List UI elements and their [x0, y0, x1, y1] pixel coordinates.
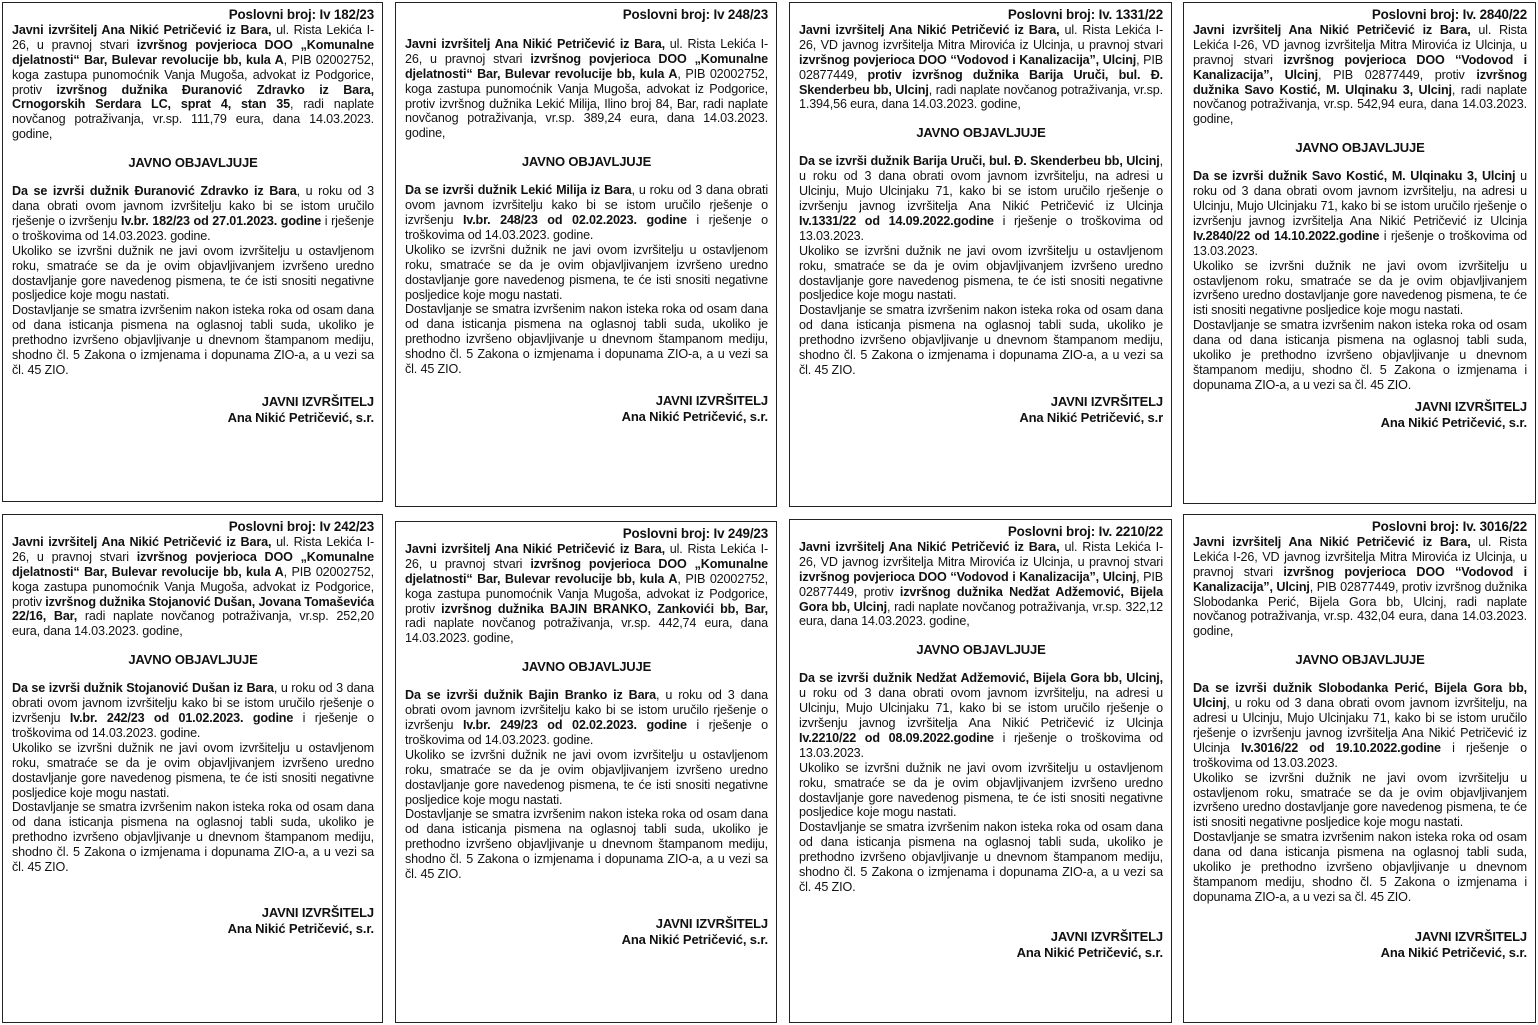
text-run: ul. Rista Lekića I-26, u pravnoj stvari	[405, 541, 768, 571]
emphasized-text: izvršnog povjerioca DOO „Komunalne djelatnosti“ Bar, Bulevar revolucije bb, kula A	[405, 556, 768, 586]
text-run: i rješenje o troškovima od 14.03.2023. godine.	[405, 212, 769, 242]
consequence-paragraph: Ukoliko se izvršni dužnik ne javi ovom izvršitelju u ostavljenom roku, smatraće se da je ovim objavljivanjem izvršeno uredno dostavljanje gore navedenog pismena, te će isti snositi negativne posljedice koje mogu nastati.	[799, 243, 1163, 303]
emphasized-text: izvršnog povjerioca DOO ‘‘Vodovod i Kanalizacija”, Ulcinj	[1193, 52, 1527, 82]
text-run: , radi naplate novčanog potraživanja, vr.sp. 111,79 eura, dana 14.03.2023. godine,	[12, 97, 374, 142]
intro-paragraph	[1193, 23, 1527, 127]
emphasized-text: Da se izvrši dužnik Lekić Milija iz Bara	[405, 183, 632, 198]
text-run: , PIB 02002752, koga zastupa punomoćnik Vanja Mugoša, advokat iz Podgorice, protiv	[12, 52, 374, 97]
intro-paragraph	[12, 23, 374, 142]
intro-paragraph	[12, 535, 374, 639]
emphasized-text: izvršnog povjerioca DOO „Komunalne djelatnosti“ Bar, Bulevar revolucije bb, kula A	[12, 549, 374, 579]
summons-paragraph	[12, 681, 374, 741]
signature-title: JAVNI IZVRŠITELJ	[261, 904, 374, 920]
case-number: Poslovni broj: Iv. 2210/22	[1007, 524, 1163, 539]
notice-iv-248-23	[395, 2, 777, 507]
text-run: ul. Rista Lekića I-26, VD javnog izvršitelja Mitra Mirovića iz Ulcinja, u pravnoj stvari	[799, 22, 1163, 52]
emphasized-text: izvršnog povjerioca DOO ‘‘Vodovod i Kanalizacija”, Ulcinj	[1193, 564, 1527, 594]
consequence-paragraph: Ukoliko se izvršni dužnik ne javi ovom izvršitelju u ostavljenom roku, smatraće se da je ovim objavljivanjem izvršeno uredno dostavljanje gore navedenog pismena, te će isti snositi negativne posljedice koje mogu nastati.	[405, 747, 768, 807]
text-run: , radi naplate novčanog potraživanja, vr.sp. 1.394,56 eura, dana 14.03.2023. godine,	[799, 82, 1163, 112]
consequence-paragraph: Ukoliko se izvršni dužnik ne javi ovom izvršitelju u ostavljenom roku, smatraće se da je ovim objavljivanjem izvršeno uredno dostavljanje gore navedenog pismena, te će isti snositi negativne posljedice koje mogu nastati.	[1193, 770, 1527, 830]
text-run: i rješenje o troškovima od 13.03.2023.	[799, 213, 1163, 243]
emphasized-text: Javni izvršitelj Ana Nikić Petričević iz Bara,	[405, 541, 665, 556]
intro-paragraph	[405, 542, 768, 646]
signature-name: Ana Nikić Petričević, s.r.	[1380, 414, 1527, 430]
emphasized-text: Javni izvršitelj Ana Nikić Petričević iz Bara,	[799, 539, 1060, 554]
text-run: i rješenje o troškovima od 13.03.2023.	[1193, 740, 1527, 770]
signature-name: Ana Nikić Petričević, s.r.	[1380, 944, 1527, 960]
case-number: Poslovni broj: Iv 182/23	[228, 7, 374, 22]
emphasized-text: izvršnog dužnika Savo Kostić, M. Ulqinaku 3, Ulcinj	[1193, 67, 1527, 97]
emphasized-text: Iv.br. 242/23 od 01.02.2023. godine	[69, 710, 294, 725]
text-run: , u roku od 3 dana obrati ovom javnom izvršitelju kako bi se istom uručilo rješenje o izvršenju	[12, 184, 375, 228]
emphasized-text: Iv.br. 248/23 od 02.02.2023. godine	[462, 212, 687, 227]
text-run: u roku od 3 dana obrati ovom javnom izvršitelju, na adresi u Ulcinju, Mujo Ulcinjaku 71, kako bi se istom uručilo rješenje o izvršenju javnog izvršitelja Ana Nikić Petričević iz Ulcinja	[1193, 169, 1527, 228]
notice-iv-1331-22	[789, 2, 1172, 507]
notice-iv-2840-22	[1183, 2, 1536, 504]
announcement-heading: JAVNO OBJAVLJUJE	[128, 155, 258, 171]
text-run: , radi naplate novčanog potraživanja, vr.sp. 542,94 eura, dana 14.03.2023. godine,	[1193, 82, 1528, 127]
text-run: , u roku od 3 dana obrati ovom javnom izvršitelju, na adresi u Ulcinju, Mujo Ulcinjaku 71, kako bi se istom uručilo rješenje o izvršenju javnog izvršitelja Ana Nikić Petričević iz Ulcinja	[799, 154, 1163, 213]
delivery-paragraph: Dostavljanje se smatra izvršenim nakon isteka roka od osam dana od dana isticanja pismena na oglasnoj tabli suda, ukoliko je prethodno izvršeno objavljivanje u dnevnom štampanom mediju, shodno čl. 5 Zakona o izmjenama i dopunama ZIO-a, a u vezi sa čl. 45 ZIO.	[12, 800, 374, 875]
signature-block	[12, 394, 374, 426]
text-run: , u roku od 3 dana obrati ovom javnom izvršitelju kako bi se istom uručilo rješenje o izvršenju	[405, 183, 768, 227]
consequence-paragraph: Ukoliko se izvršni dužnik ne javi ovom izvršitelju u ostavljenom roku, smatraće se da je ovim objavljivanjem izvršeno uredno dostavljanje gore navedenog pismena, te će isti snositi negativne posljedice koje mogu nastati.	[1193, 258, 1527, 318]
text-run: , PIB 02877449, protiv	[1317, 67, 1477, 82]
delivery-paragraph: Dostavljanje se smatra izvršenim nakon isteka roka od osam dana od dana isticanja pismena na oglasnoj tabli suda, ukoliko je prethodno izvršeno objavljivanje u dnevnom štampanom mediju, shodno čl. 5 Zakona o izmjenama i dopunama ZIO-a, a u vezi sa čl. 45 ZIO.	[12, 303, 374, 377]
text-run: , PIB 02877449,	[799, 52, 1163, 82]
consequence-paragraph: Ukoliko se izvršni dužnik ne javi ovom izvršitelju u ostavljenom roku, smatraće se da je ovim objavljivanjem izvršeno uredno dostavljanje gore navedenog pismena, te će isti snositi negativne posljedice koje mogu nastati.	[799, 760, 1163, 820]
text-run: i rješenje o troškovima od 13.03.2023.	[1193, 228, 1527, 258]
summons-paragraph	[405, 183, 768, 243]
notice-iv-249-23	[395, 521, 777, 1023]
signature-title: JAVNI IZVRŠITELJ	[1050, 928, 1163, 944]
emphasized-text: izvršnog povjerioca DOO „Komunalne djelatnosti“ Bar, Bulevar revolucije bb, kula A	[405, 51, 768, 81]
text-run: , PIB 02002752, koga zastupa punomoćnik Vanja Mugoša, advokat iz Podgorice, protiv	[405, 571, 768, 616]
emphasized-text: Iv.1331/22 od 14.09.2022.godine	[799, 213, 994, 228]
text-run: i rješenje o troškovima od 14.03.2023. godine.	[12, 213, 374, 243]
text-run: i rješenje o troškovima od 14.03.2023. godine.	[405, 717, 769, 747]
signature-title: JAVNI IZVRŠITELJ	[655, 392, 768, 408]
intro-paragraph	[799, 540, 1163, 629]
signature-name: Ana Nikić Petričević, s.r.	[1016, 944, 1163, 960]
emphasized-text: Javni izvršitelj Ana Nikić Petričević iz Bara,	[799, 22, 1060, 37]
delivery-paragraph: Dostavljanje se smatra izvršenim nakon isteka roka od osam dana od dana isticanja pismena na oglasnoj tabli suda, ukoliko je prethodno izvršeno objavljivanje u dnevnom štampanom mediju, shodno čl. 5 Zakona o izmjenama i dopunama ZIO-a, a u vezi sa čl. 45 ZIO.	[405, 807, 768, 882]
announcement-heading: JAVNO OBJAVLJUJE	[521, 659, 652, 675]
text-run: , PIB 02877449, protiv	[799, 569, 1163, 599]
emphasized-text: Javni izvršitelj Ana Nikić Petričević iz Bara,	[12, 22, 272, 37]
emphasized-text: protiv izvršnog dužnika Barija Uruči, bul. Đ. Skenderbeu bb, Ulcinj	[799, 67, 1164, 97]
case-number: Poslovni broj: Iv. 3016/22	[1371, 519, 1527, 534]
emphasized-text: Da se izvrši dužnik Stojanović Dušan iz Bara	[12, 681, 274, 696]
case-number: Poslovni broj: Iv 242/23	[228, 519, 374, 534]
signature-block	[799, 929, 1163, 961]
notice-iv-2210-22	[789, 519, 1172, 1023]
announcement-heading: JAVNO OBJAVLJUJE	[916, 125, 1046, 141]
text-run: , PIB 02002752, koga zastupa punomoćnik Vanja Mugoša, advokat iz Podgorice, protiv	[12, 564, 374, 609]
text-run: , u roku od 3 dana obrati ovom javnom izvršitelju kako bi se istom uručilo rješenje o izvršenju	[12, 681, 374, 725]
text-run: u roku od 3 dana obrati ovom javnom izvršitelju, na adresi u Ulcinju, Mujo Ulcinjaku 71, kako bi se istom uručilo rješenje o izvršenju javnog izvršitelja Ana Nikić Petričević iz Ulcinja	[799, 686, 1163, 730]
signature-name: Ana Nikić Petričević, s.r.	[227, 409, 374, 425]
signature-title: JAVNI IZVRŠITELJ	[1414, 928, 1527, 944]
case-number: Poslovni broj: Iv. 1331/22	[1007, 7, 1163, 22]
emphasized-text: Iv.3016/22 od 19.10.2022.godine	[1240, 740, 1441, 755]
signature-block	[799, 394, 1163, 426]
text-run: ul. Rista Lekića I-26, u pravnoj stvari	[12, 22, 375, 52]
summons-paragraph	[799, 154, 1163, 243]
announcement-heading: JAVNO OBJAVLJUJE	[916, 642, 1046, 658]
emphasized-text: izvršnog povjerioca DOO ‘‘Vodovod i Kanalizacija”, Ulcinj	[799, 569, 1137, 584]
emphasized-text: Da se izvrši dužnik Slobodanka Perić, Bijela Gora bb, Ulcinj	[1193, 681, 1527, 711]
intro-paragraph	[405, 37, 768, 141]
text-run: i rješenje o troškovima od 14.03.2023. godine.	[12, 710, 375, 740]
emphasized-text: Javni izvršitelj Ana Nikić Petričević iz Bara,	[12, 534, 272, 549]
emphasized-text: izvršnog dužnika Nedžat Adžemović, Bijela Gora bb, Ulcinj	[799, 584, 1163, 614]
text-run: ul. Rista Lekića I-26, VD javnog izvršitelja Mitra Mirovića iz Ulcinja, u pravnoj stvari	[1193, 534, 1527, 579]
summons-paragraph	[1193, 169, 1527, 258]
text-run: , u roku od 3 dana obrati ovom javnom izvršitelju, na adresi u Ulcinju, Mujo Ulcinjaku 71, kako bi se istom uručilo rješenje o izvršenju javnog izvršitelja Ana Nikić Petričević iz Ulcinja	[1193, 696, 1527, 755]
intro-paragraph	[1193, 535, 1527, 639]
announcement-heading: JAVNO OBJAVLJUJE	[521, 154, 652, 170]
signature-name: Ana Nikić Petričević, s.r.	[227, 920, 374, 936]
emphasized-text: Da se izvrši dužnik Barija Uruči, bul. Đ. Skenderbeu bb, Ulcinj	[799, 154, 1160, 169]
case-number: Poslovni broj: Iv 248/23	[622, 7, 768, 22]
emphasized-text: izvršnog dužnika BAJIN BRANKO, Zankovići bb, Bar,	[441, 601, 768, 616]
emphasized-text: izvršnog dužnika Stojanović Dušan, Jovana Tomaševića 22/16, Bar,	[12, 594, 375, 624]
signature-block	[12, 905, 374, 937]
summons-paragraph	[1193, 681, 1527, 770]
summons-paragraph	[405, 688, 768, 748]
case-number: Poslovni broj: Iv. 2840/22	[1371, 7, 1527, 22]
emphasized-text: Da se izvrši dužnik Bajin Branko iz Bara	[405, 688, 657, 703]
text-run: i rješenje o troškovima od 13.03.2023.	[799, 730, 1163, 760]
delivery-paragraph: Dostavljanje se smatra izvršenim nakon isteka roka od osam dana od dana isticanja pismena na oglasnoj tabli suda, ukoliko je prethodno izvršeno objavljivanje u dnevnom štampanom mediju, shodno čl. 5 Zakona o izmjenama i dopunama ZIO-a, a u vezi sa čl. 45 ZIO.	[799, 820, 1163, 894]
text-run: , PIB 02002752, koga zastupa punomoćnik Vanja Mugoša, advokat iz Podgorice, protiv izvršnog dužnika Lekić Milija, Ilino broj 84, Bar, radi naplate novčanog potraživanja, vr.sp. 389,24 eura, dana 14.03.2023. godine,	[405, 66, 768, 141]
signature-name: Ana Nikić Petričević, s.r	[1019, 409, 1163, 425]
text-run: ul. Rista Lekića I-26, VD javnog izvršitelja Mitra Mirovića iz Ulcinja, u pravnoj stvari	[1193, 22, 1527, 67]
text-run: ul. Rista Lekića I-26, u pravnoj stvari	[12, 534, 375, 564]
summons-paragraph	[799, 671, 1163, 760]
text-run: ul. Rista Lekića I-26, VD javnog izvršitelja Mitra Mirovića iz Ulcinja, u pravnoj stvari	[799, 539, 1163, 569]
emphasized-text: Da se izvrši dužnik Nedžat Adžemović, Bijela Gora bb, Ulcinj,	[799, 671, 1163, 686]
emphasized-text: Javni izvršitelj Ana Nikić Petričević iz Bara,	[1193, 22, 1471, 37]
signature-name: Ana Nikić Petričević, s.r.	[621, 931, 768, 947]
announcement-heading: JAVNO OBJAVLJUJE	[1295, 652, 1425, 668]
emphasized-text: Da se izvrši dužnik Savo Kostić, M. Ulqinaku 3, Ulcinj	[1193, 169, 1516, 184]
signature-title: JAVNI IZVRŠITELJ	[1050, 393, 1163, 409]
case-number: Poslovni broj: Iv 249/23	[622, 526, 768, 541]
emphasized-text: Javni izvršitelj Ana Nikić Petričević iz Bara,	[1193, 534, 1471, 549]
signature-title: JAVNI IZVRŠITELJ	[261, 393, 374, 409]
text-run: , u roku od 3 dana obrati ovom javnom izvršitelju kako bi se istom uručilo rješenje o izvršenju	[405, 688, 768, 732]
announcement-heading: JAVNO OBJAVLJUJE	[1295, 140, 1425, 156]
notice-iv-242-23	[2, 514, 383, 1023]
notice-iv-3016-22	[1183, 514, 1536, 1023]
text-run: , PIB 02877449, protiv izvršnog dužnika Slobodanka Perić, Bijela Gora bb, Ulcinj, radi naplate novčanog potraživanja, vr.sp. 432,04 eura, dana 14.03.2023. godine,	[1193, 579, 1527, 639]
emphasized-text: izvršnog povjerioca DOO „Komunalne djelatnosti“ Bar, Bulevar revolucije bb, kula A	[12, 37, 374, 67]
summons-paragraph	[12, 184, 374, 244]
delivery-paragraph: Dostavljanje se smatra izvršenim nakon isteka roka od osam dana od dana isticanja pismena na oglasnoj tabli suda, ukoliko je prethodno izvršeno objavljivanje u dnevnom štampanom mediju, shodno čl. 5 Zakona o izmjenama i dopunama ZIO-a, a u vezi sa čl. 45 ZIO.	[1193, 318, 1527, 392]
emphasized-text: Iv.2840/22 od 14.10.2022.godine	[1193, 228, 1380, 243]
signature-block	[405, 916, 768, 948]
emphasized-text: Iv.br. 249/23 od 02.02.2023. godine	[462, 717, 687, 732]
emphasized-text: Da se izvrši dužnik Đuranović Zdravko iz Bara	[12, 184, 297, 199]
signature-block	[1193, 929, 1527, 961]
text-run: radi naplate novčanog potraživanja, vr.sp. 442,74 eura, dana 14.03.2023. godine,	[405, 616, 768, 646]
delivery-paragraph: Dostavljanje se smatra izvršenim nakon isteka roka od osam dana od dana isticanja pismena na oglasnoj tabli suda, ukoliko je prethodno izvršeno objavljivanje u dnevnom štampanom mediju, shodno čl. 5 Zakona o izmjenama i dopunama ZIO-a, a u vezi sa čl. 45 ZIO.	[405, 302, 768, 377]
intro-paragraph	[799, 23, 1163, 112]
signature-title: JAVNI IZVRŠITELJ	[1414, 398, 1527, 414]
emphasized-text: Iv.br. 182/23 od 27.01.2023. godine	[121, 213, 322, 228]
text-run: ul. Rista Lekića I-26, u pravnoj stvari	[405, 36, 768, 66]
text-run: radi naplate novčanog potraživanja, vr.sp. 252,20 eura, dana 14.03.2023. godine,	[12, 609, 374, 639]
announcement-heading: JAVNO OBJAVLJUJE	[128, 652, 258, 668]
text-run: , radi naplate novčanog potraživanja, vr.sp. 322,12 eura, dana 14.03.2023. godine,	[799, 599, 1163, 629]
emphasized-text: izvršnog povjerioca DOO ‘‘Vodovod i Kanalizacija”, Ulcinj	[799, 52, 1137, 67]
consequence-paragraph: Ukoliko se izvršni dužnik ne javi ovom izvršitelju u ostavljenom roku, smatraće se da je ovim objavljivanjem izvršeno uredno dostavljanje gore navedenog pismena, te će isti snositi negativne posljedice koje mogu nastati.	[12, 243, 374, 303]
emphasized-text: Javni izvršitelj Ana Nikić Petričević iz Bara,	[405, 36, 665, 51]
consequence-paragraph: Ukoliko se izvršni dužnik ne javi ovom izvršitelju u ostavljenom roku, smatraće se da je ovim objavljivanjem izvršeno uredno dostavljanje gore navedenog pismena, te će isti snositi negativne posljedice koje mogu nastati.	[12, 740, 374, 800]
notice-iv-182-23	[2, 2, 383, 502]
emphasized-text: Iv.2210/22 od 08.09.2022.godine	[799, 730, 994, 745]
signature-title: JAVNI IZVRŠITELJ	[655, 915, 768, 931]
delivery-paragraph: Dostavljanje se smatra izvršenim nakon isteka roka od osam dana od dana isticanja pismena na oglasnoj tabli suda, ukoliko je prethodno izvršeno objavljivanje u dnevnom štampanom mediju, shodno čl. 5 Zakona o izmjenama i dopunama ZIO-a, a u vezi sa čl. 45 ZIO.	[1193, 830, 1527, 904]
delivery-paragraph: Dostavljanje se smatra izvršenim nakon isteka roka od osam dana od dana isticanja pismena na oglasnoj tabli suda, ukoliko je prethodno izvršeno objavljivanje u dnevnom štampanom mediju, shodno čl. 5 Zakona o izmjenama i dopunama ZIO-a, a u vezi sa čl. 45 ZIO.	[799, 303, 1163, 377]
signature-block	[405, 393, 768, 425]
signature-block	[1193, 399, 1527, 431]
emphasized-text: izvršnog dužnika Đuranović Zdravko iz Bara, Crnogorskih Serdara LC, sprat 4, stan 35	[12, 82, 374, 112]
consequence-paragraph: Ukoliko se izvršni dužnik ne javi ovom izvršitelju u ostavljenom roku, smatraće se da je ovim objavljivanjem izvršeno uredno dostavljanje gore navedenog pismena, te će isti snositi negativne posljedice koje mogu nastati.	[405, 242, 768, 302]
signature-name: Ana Nikić Petričević, s.r.	[621, 408, 768, 424]
